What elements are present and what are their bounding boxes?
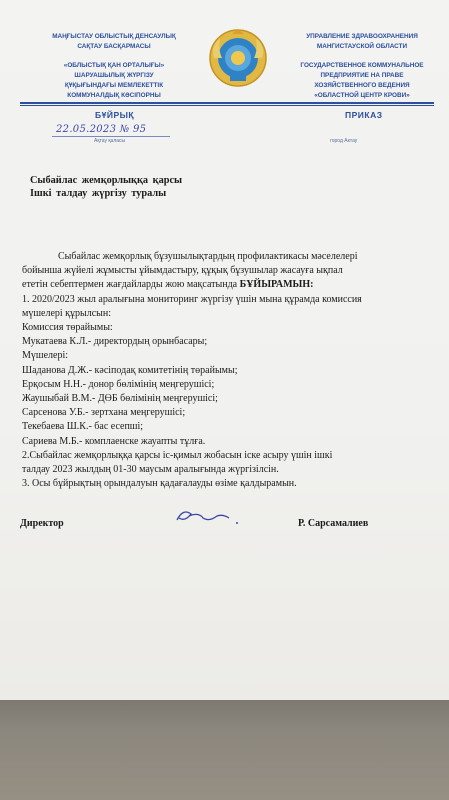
body-line: талдау 2023 жылдың 01-30 маусым аралығында жүргізілсін. [22,464,279,476]
title-line: Ішкі талдау жүргізу туралы [30,188,167,199]
body-line: Сыбайлас жемқорлық бұзушылықтардың профилактикасы мәселелері [58,251,358,262]
letterhead-right [282,32,442,101]
document-title [30,174,182,200]
body-line: Сариева М.Б.- комплаенске жауапты тұлға. [22,435,206,447]
body-line: 2.Сыбайлас жемқорлыққа қарсы іс-қимыл жобасын іске асыру үшін ішкі [22,449,333,461]
body-line: бойынша жүйелі жұмысты ұйымдастыру, құқық бұзушылар жасауға ықпал [22,265,343,277]
body-line [22,278,434,292]
body-line: Комиссия төрайымы: [22,322,113,334]
document-body [22,250,434,491]
letterhead-line: ҚҰҚЫҒЫНДАҒЫ МЕМЛЕКЕТТІК [64,82,164,89]
letterhead-line: КОММУНАЛДЫҚ КӘСІПОРНЫ [67,92,161,99]
letterhead-divider-thin [20,105,434,106]
body-line: 1. 2020/2023 жыл аралығына мониторинг жүргізу үшін мына құрамда комиссия [22,293,362,305]
body-line: Мукатаева К.Л.- директордың орынбасары; [22,336,208,348]
signatory-name: Р. Сарсамалиев [298,518,369,529]
letterhead-line: САҚТАУ БАСҚАРМАСЫ [77,43,151,50]
background-surface [0,700,449,800]
body-text: ететін себептермен жағдайларды жою мақсатында [22,279,240,291]
order-label-ru: ПРИКАЗ [345,110,383,120]
handwritten-signature [173,504,243,528]
letterhead-left [28,32,200,101]
letterhead-line: ШАРУАШЫЛЫҚ ЖҮРГІЗУ [74,72,154,79]
letterhead-line: МАҢҒЫСТАУ ОБЛЫСТЫҚ ДЕНСАУЛЫҚ [52,33,176,40]
letterhead-line: ХОЗЯЙСТВЕННОГО ВЕДЕНИЯ [314,82,410,89]
city-caption-ru: город Актау [330,138,358,144]
letterhead-line: ПРЕДПРИЯТИЕ НА ПРАВЕ [320,72,404,79]
body-line: Сарсенова У.Б.- зертхана меңгерушісі; [22,407,186,419]
city-caption-kz: Ақтау қаласы [94,138,126,144]
body-line: Ерқосым Н.Н.- донор бөлімінің меңгерушісі; [22,378,215,390]
body-line: 3. Осы бұйрықтың орындалуын қадағалауды өзіме қалдырамын. [22,478,297,490]
state-emblem-icon [208,28,268,88]
body-line: Жаушыбай В.М.- ДӨБ бөлімінің меңгерушісі; [22,393,218,405]
letterhead-divider [20,102,434,104]
letterhead-line: УПРАВЛЕНИЕ ЗДРАВООХРАНЕНИЯ [306,33,418,40]
body-line: Текебаева Ш.К.- бас есепші; [22,421,144,433]
letterhead-line: «ОБЛАСТНОЙ ЦЕНТР КРОВИ» [314,92,410,99]
signatory-title: Директор [20,518,64,529]
body-line: Шаданова Д.Ж.- кәсіподақ комитетінің төрайымы; [22,364,238,376]
body-line: мүшелері құрылсын: [22,307,112,319]
date-underline [52,136,170,137]
letterhead-line: «ОБЛЫСТЫҚ ҚАН ОРТАЛЫҒЫ» [63,62,165,69]
handwritten-date-number: 22.05.2023 № 95 [56,124,147,135]
order-directive: БҰЙЫРАМЫН: [239,279,314,291]
order-label-kz: БҰЙРЫҚ [95,110,135,120]
letterhead-line: МАНГИСТАУСКОЙ ОБЛАСТИ [316,43,408,50]
body-line: Мүшелері: [22,350,69,362]
letterhead-line: ГОСУДАРСТВЕННОЕ КОММУНАЛЬНОЕ [300,62,424,69]
title-line: Сыбайлас жемқорлыққа қарсы [30,175,183,186]
